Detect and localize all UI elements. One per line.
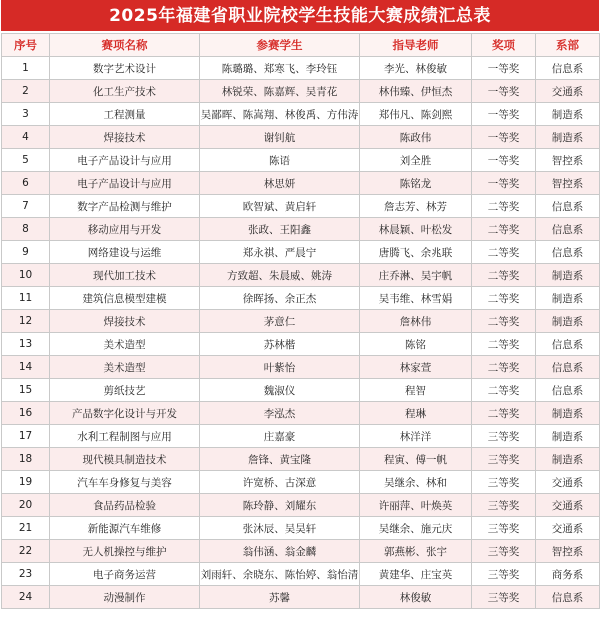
table-row <box>2 218 600 241</box>
cell-index: 14 <box>2 356 50 379</box>
cell-event: 无人机操控与维护 <box>50 540 200 563</box>
cell-event: 食品药品检验 <box>50 494 200 517</box>
cell-teachers: 刘全胜 <box>360 149 472 172</box>
cell-students: 谢钊航 <box>200 126 360 149</box>
cell-event: 电子商务运营 <box>50 563 200 586</box>
table-row <box>2 310 600 333</box>
cell-award: 三等奖 <box>472 471 536 494</box>
header-award: 奖项 <box>472 34 536 57</box>
cell-students: 陈语 <box>200 149 360 172</box>
cell-department: 交通系 <box>536 471 600 494</box>
cell-award: 一等奖 <box>472 57 536 80</box>
cell-event: 现代加工技术 <box>50 264 200 287</box>
table-row <box>2 172 600 195</box>
cell-students: 苏林楷 <box>200 333 360 356</box>
cell-award: 三等奖 <box>472 448 536 471</box>
cell-department: 商务系 <box>536 563 600 586</box>
cell-department: 交通系 <box>536 517 600 540</box>
cell-index: 15 <box>2 379 50 402</box>
cell-event: 美术造型 <box>50 356 200 379</box>
cell-index: 24 <box>2 586 50 609</box>
cell-event: 化工生产技术 <box>50 80 200 103</box>
cell-teachers: 吴韦维、林雪娟 <box>360 287 472 310</box>
cell-index: 1 <box>2 57 50 80</box>
cell-department: 信息系 <box>536 356 600 379</box>
cell-department: 制造系 <box>536 425 600 448</box>
cell-event: 数字艺术设计 <box>50 57 200 80</box>
cell-award: 三等奖 <box>472 540 536 563</box>
header-event: 赛项名称 <box>50 34 200 57</box>
cell-department: 制造系 <box>536 103 600 126</box>
cell-event: 动漫制作 <box>50 586 200 609</box>
cell-department: 制造系 <box>536 448 600 471</box>
cell-award: 三等奖 <box>472 494 536 517</box>
cell-teachers: 吴继余、施元庆 <box>360 517 472 540</box>
table-row <box>2 356 600 379</box>
cell-department: 信息系 <box>536 57 600 80</box>
cell-event: 电子产品设计与应用 <box>50 172 200 195</box>
cell-award: 三等奖 <box>472 517 536 540</box>
table-row <box>2 287 600 310</box>
cell-students: 魏淑仪 <box>200 379 360 402</box>
cell-index: 4 <box>2 126 50 149</box>
cell-department: 信息系 <box>536 195 600 218</box>
cell-teachers: 程智 <box>360 379 472 402</box>
cell-students: 张沐辰、吴昊轩 <box>200 517 360 540</box>
cell-award: 一等奖 <box>472 126 536 149</box>
cell-students: 林锐荣、陈嘉辉、吴青花 <box>200 80 360 103</box>
header-row <box>2 34 600 57</box>
cell-department: 制造系 <box>536 402 600 425</box>
cell-department: 智控系 <box>536 540 600 563</box>
cell-teachers: 程寅、傅一帆 <box>360 448 472 471</box>
cell-award: 一等奖 <box>472 149 536 172</box>
cell-students: 方致超、朱晨威、姚涛 <box>200 264 360 287</box>
cell-award: 二等奖 <box>472 241 536 264</box>
cell-award: 二等奖 <box>472 264 536 287</box>
cell-department: 信息系 <box>536 333 600 356</box>
table-row <box>2 448 600 471</box>
cell-department: 智控系 <box>536 149 600 172</box>
header-teachers: 指导老师 <box>360 34 472 57</box>
cell-teachers: 陈铭 <box>360 333 472 356</box>
cell-award: 三等奖 <box>472 425 536 448</box>
cell-students: 苏馨 <box>200 586 360 609</box>
cell-index: 21 <box>2 517 50 540</box>
cell-award: 二等奖 <box>472 195 536 218</box>
cell-department: 信息系 <box>536 218 600 241</box>
cell-event: 水利工程制图与应用 <box>50 425 200 448</box>
cell-teachers: 陈铭龙 <box>360 172 472 195</box>
cell-department: 制造系 <box>536 126 600 149</box>
cell-index: 12 <box>2 310 50 333</box>
cell-students: 陈玲静、刘耀东 <box>200 494 360 517</box>
table-row <box>2 241 600 264</box>
cell-index: 23 <box>2 563 50 586</box>
cell-students: 庄嘉豪 <box>200 425 360 448</box>
cell-index: 9 <box>2 241 50 264</box>
cell-teachers: 詹志芳、林芳 <box>360 195 472 218</box>
table-row <box>2 402 600 425</box>
table-row <box>2 425 600 448</box>
cell-award: 三等奖 <box>472 586 536 609</box>
cell-index: 3 <box>2 103 50 126</box>
cell-students: 欧智斌、黄启轩 <box>200 195 360 218</box>
table-row <box>2 586 600 609</box>
cell-students: 张政、王阳鑫 <box>200 218 360 241</box>
cell-award: 二等奖 <box>472 287 536 310</box>
cell-department: 制造系 <box>536 310 600 333</box>
header-index: 序号 <box>2 34 50 57</box>
table-title: 2025年福建省职业院校学生技能大赛成绩汇总表 <box>1 0 599 33</box>
cell-index: 8 <box>2 218 50 241</box>
cell-index: 10 <box>2 264 50 287</box>
cell-index: 5 <box>2 149 50 172</box>
cell-event: 汽车车身修复与美容 <box>50 471 200 494</box>
cell-index: 2 <box>2 80 50 103</box>
table-row <box>2 57 600 80</box>
cell-event: 网络建设与运维 <box>50 241 200 264</box>
cell-students: 林思妍 <box>200 172 360 195</box>
cell-teachers: 唐腾飞、余兆联 <box>360 241 472 264</box>
cell-event: 数字产品检测与维护 <box>50 195 200 218</box>
cell-award: 一等奖 <box>472 103 536 126</box>
cell-award: 二等奖 <box>472 310 536 333</box>
cell-award: 二等奖 <box>472 333 536 356</box>
cell-students: 茅意仁 <box>200 310 360 333</box>
cell-event: 剪纸技艺 <box>50 379 200 402</box>
table-row <box>2 563 600 586</box>
cell-department: 信息系 <box>536 241 600 264</box>
cell-teachers: 詹林伟 <box>360 310 472 333</box>
cell-teachers: 陈政伟 <box>360 126 472 149</box>
cell-award: 三等奖 <box>472 563 536 586</box>
cell-event: 电子产品设计与应用 <box>50 149 200 172</box>
cell-students: 徐晖扬、余正杰 <box>200 287 360 310</box>
table-row <box>2 264 600 287</box>
cell-students: 叶紫怡 <box>200 356 360 379</box>
cell-index: 6 <box>2 172 50 195</box>
table-row <box>2 80 600 103</box>
cell-students: 许宽桥、古深意 <box>200 471 360 494</box>
results-table <box>1 33 600 609</box>
cell-award: 一等奖 <box>472 172 536 195</box>
cell-index: 16 <box>2 402 50 425</box>
cell-award: 二等奖 <box>472 402 536 425</box>
cell-teachers: 郭燕彬、张宇 <box>360 540 472 563</box>
table-row <box>2 149 600 172</box>
table-row <box>2 540 600 563</box>
table-row <box>2 103 600 126</box>
cell-award: 二等奖 <box>472 218 536 241</box>
cell-teachers: 程琳 <box>360 402 472 425</box>
table-row <box>2 494 600 517</box>
header-department: 系部 <box>536 34 600 57</box>
cell-event: 美术造型 <box>50 333 200 356</box>
cell-teachers: 黄建华、庄宝英 <box>360 563 472 586</box>
cell-students: 郑永祺、严晨宁 <box>200 241 360 264</box>
cell-teachers: 林家萱 <box>360 356 472 379</box>
cell-teachers: 许丽萍、叶焕英 <box>360 494 472 517</box>
cell-index: 13 <box>2 333 50 356</box>
cell-award: 二等奖 <box>472 379 536 402</box>
cell-index: 17 <box>2 425 50 448</box>
cell-department: 信息系 <box>536 379 600 402</box>
cell-teachers: 吴继余、林和 <box>360 471 472 494</box>
cell-department: 交通系 <box>536 80 600 103</box>
cell-teachers: 李光、林俊敏 <box>360 57 472 80</box>
cell-students: 翁伟涵、翁金麟 <box>200 540 360 563</box>
table-row <box>2 517 600 540</box>
cell-department: 制造系 <box>536 287 600 310</box>
cell-event: 新能源汽车维修 <box>50 517 200 540</box>
cell-index: 19 <box>2 471 50 494</box>
cell-department: 智控系 <box>536 172 600 195</box>
cell-department: 制造系 <box>536 264 600 287</box>
cell-students: 詹锋、黄宝隆 <box>200 448 360 471</box>
cell-event: 产品数字化设计与开发 <box>50 402 200 425</box>
cell-event: 建筑信息模型建模 <box>50 287 200 310</box>
cell-students: 吴鄙晖、陈嵩翔、林俊禹、方伟涛 <box>200 103 360 126</box>
table-row <box>2 333 600 356</box>
cell-index: 7 <box>2 195 50 218</box>
cell-teachers: 庄乔淋、吴宇帆 <box>360 264 472 287</box>
header-students: 参赛学生 <box>200 34 360 57</box>
results-sheet <box>1 0 599 609</box>
cell-department: 交通系 <box>536 494 600 517</box>
table-row <box>2 471 600 494</box>
cell-index: 22 <box>2 540 50 563</box>
cell-students: 陈璐璐、郑寒飞、李玲钰 <box>200 57 360 80</box>
cell-event: 工程测量 <box>50 103 200 126</box>
cell-department: 信息系 <box>536 586 600 609</box>
cell-teachers: 林晨颖、叶松发 <box>360 218 472 241</box>
table-row <box>2 379 600 402</box>
cell-teachers: 林洋洋 <box>360 425 472 448</box>
cell-event: 移动应用与开发 <box>50 218 200 241</box>
cell-award: 二等奖 <box>472 356 536 379</box>
cell-event: 焊接技术 <box>50 126 200 149</box>
cell-teachers: 郑伟凡、陈剑熙 <box>360 103 472 126</box>
table-row <box>2 126 600 149</box>
cell-teachers: 林俊敏 <box>360 586 472 609</box>
cell-students: 刘雨轩、余晓东、陈怡婷、翁怡清 <box>200 563 360 586</box>
cell-index: 11 <box>2 287 50 310</box>
cell-teachers: 林伟臻、伊恒杰 <box>360 80 472 103</box>
cell-index: 20 <box>2 494 50 517</box>
cell-event: 焊接技术 <box>50 310 200 333</box>
cell-students: 李泓杰 <box>200 402 360 425</box>
cell-index: 18 <box>2 448 50 471</box>
cell-event: 现代模具制造技术 <box>50 448 200 471</box>
table-row <box>2 195 600 218</box>
cell-award: 一等奖 <box>472 80 536 103</box>
